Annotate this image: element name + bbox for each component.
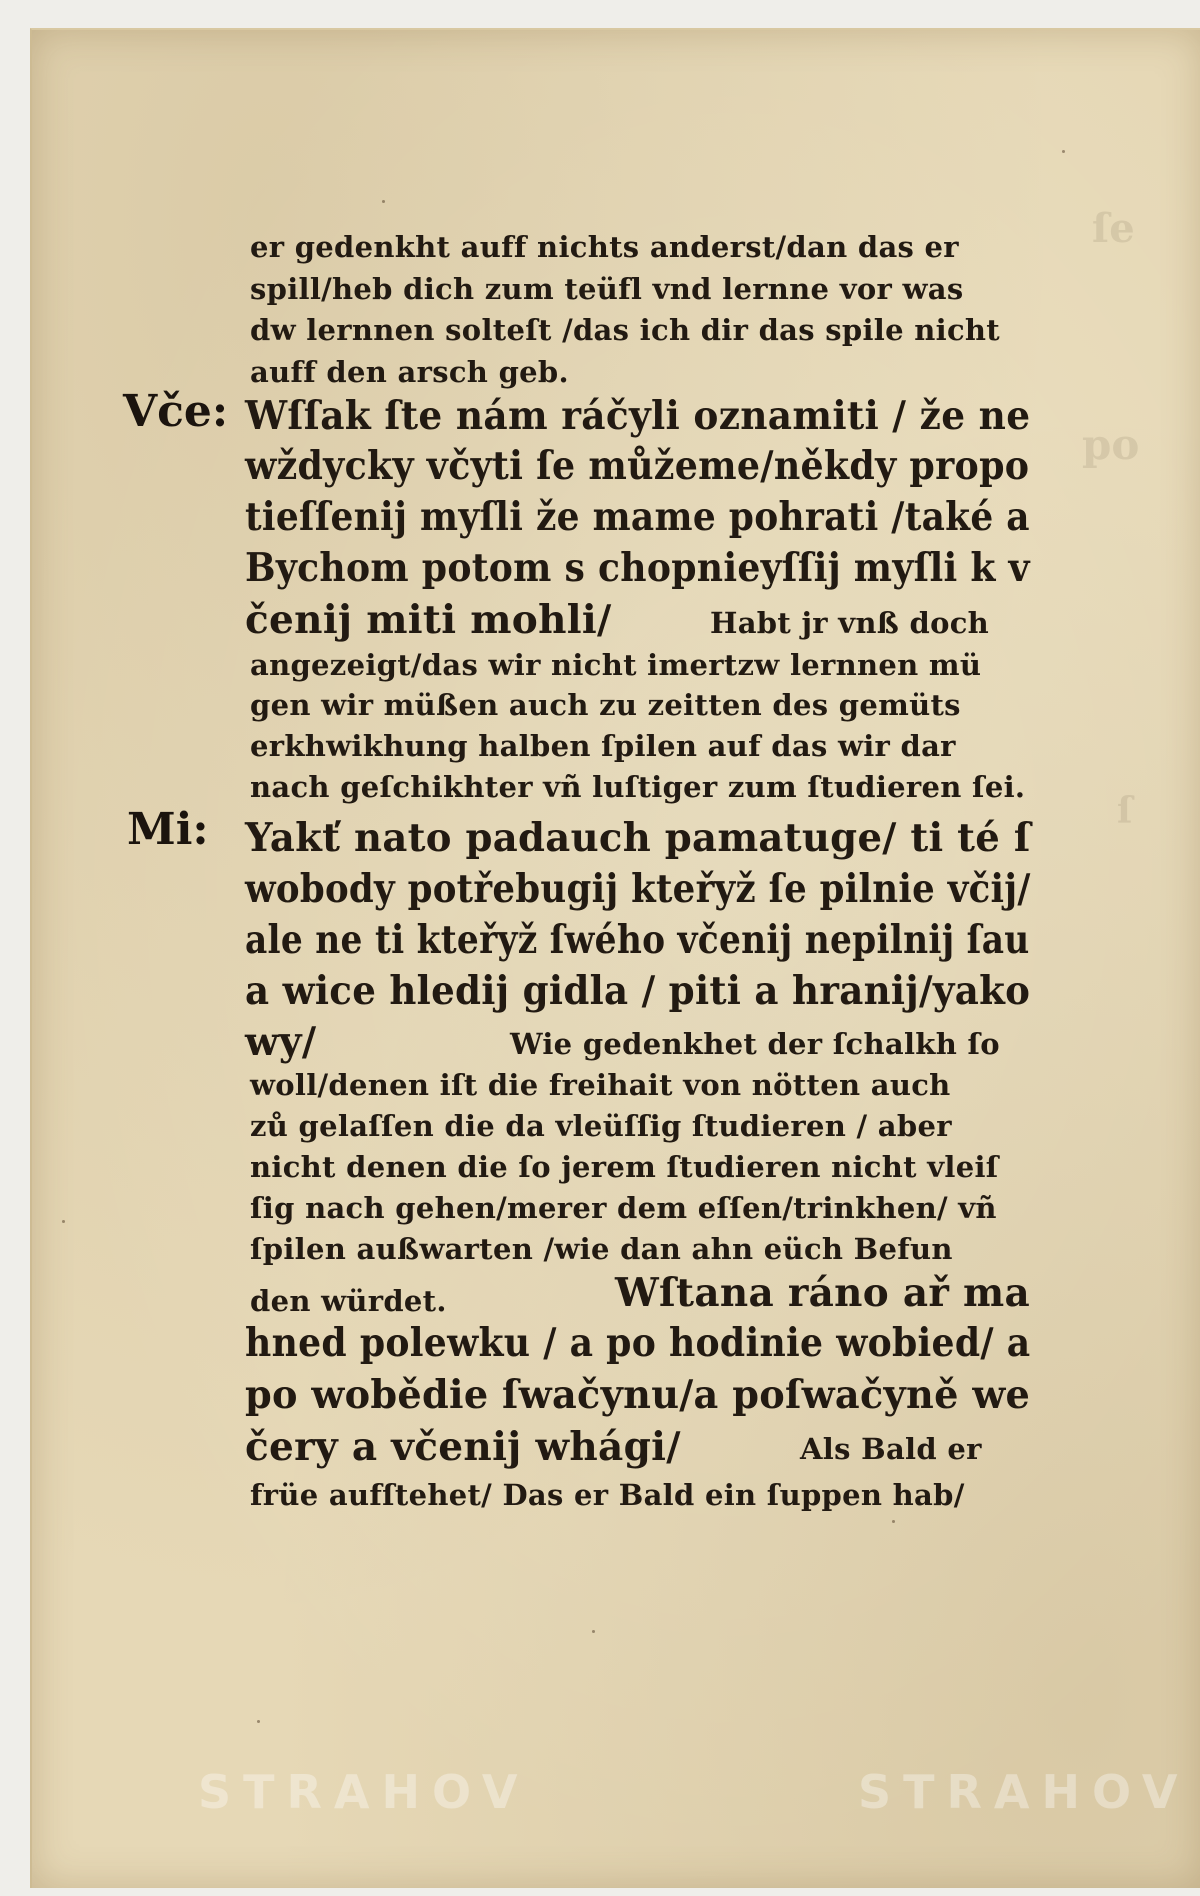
text-line: Wſſak ſte nám ráčyli oznamiti / že ne: [245, 393, 1031, 439]
text-line: čenij miti mohli/: [245, 597, 612, 643]
text-line: hned polewku / a po hodinie wobied/ a: [245, 1320, 1031, 1366]
text-line: wy/: [245, 1019, 317, 1065]
text-line: nach geſchikhter vñ luſtiger zum ſtudieren ſei.: [250, 770, 1026, 804]
show-through-text: ſe: [1092, 205, 1135, 252]
text-line: Als Bald er: [800, 1432, 982, 1466]
text-line: Wie gedenkhet der ſchalkh ſo: [510, 1027, 1000, 1061]
text-line: ſig nach gehen/merer dem eſſen/trinkhen/ vñ: [250, 1191, 997, 1225]
text-line: zů gelaſſen die da vleüſſig ſtudieren / aber: [250, 1109, 952, 1143]
text-line: wobody potřebugij kteřyž ſe pilnie včij/: [245, 866, 1031, 912]
watermark-strahov: STRAHOV: [198, 1765, 530, 1819]
text-line: tieſſenij myſli že mame pohrati /také a: [245, 494, 1030, 540]
text-line: ſpilen außwarten /wie dan ahn eüch Befun: [250, 1232, 953, 1266]
paper-speck: [592, 1630, 595, 1633]
show-through-text: po: [1082, 420, 1140, 469]
show-through-text: ſ: [1117, 790, 1133, 832]
paper-speck: [382, 200, 385, 203]
text-line: Yakť nato padauch pamatuge/ ti té ſ: [245, 815, 1031, 861]
text-line: gen wir müßen auch zu zeitten des gemüts: [250, 688, 961, 722]
text-line: po wobědie ſwačynu/a poſwačyně we: [245, 1372, 1031, 1418]
text-line: Habt jr vnß doch: [710, 606, 990, 640]
paper-speck: [1062, 150, 1065, 153]
text-line: spill/heb dich zum teüfl vnd lernne vor was: [250, 272, 964, 306]
text-line: den würdet.: [250, 1284, 447, 1318]
watermark-strahov: STRAHOV: [858, 1765, 1190, 1819]
paper-speck: [892, 1520, 895, 1523]
text-line: a wice hledij gidla / piti a hranij/yako: [245, 968, 1031, 1014]
text-line: er gedenkht auff nichts anderst/dan das er: [250, 230, 959, 264]
speaker-label-student: Mi:: [127, 804, 209, 855]
text-line: angezeigt/das wir nicht imertzw lernnen mü: [250, 648, 982, 682]
text-line: erkhwikhung halben ſpilen auf das wir dar: [250, 729, 956, 763]
text-line: woll/denen iſt die freihait von nötten auch: [250, 1068, 951, 1102]
text-line: ale ne ti kteřyž ſwého včenij nepilnij ſau: [245, 917, 1030, 963]
text-line: nicht denen die ſo jerem ſtudieren nicht vleiſ: [250, 1150, 999, 1184]
speaker-label-teacher: Vče:: [123, 386, 229, 437]
paper-speck: [257, 1720, 260, 1723]
paper-speck: [62, 1220, 65, 1223]
text-line: čery a včenij whági/: [245, 1424, 681, 1470]
text-line: Wſtana ráno ař ma: [615, 1270, 1031, 1316]
text-line: auff den arsch geb.: [250, 355, 569, 389]
text-line: Bychom potom s chopnieyſſij myſli k v: [245, 545, 1030, 591]
text-line: dw lernnen solteſt /das ich dir das spile nicht: [250, 313, 1001, 347]
text-line: früe aufſtehet/ Das er Bald ein ſuppen hab/: [250, 1478, 965, 1512]
text-line: wždycky včyti ſe můžeme/někdy propo: [245, 443, 1030, 489]
